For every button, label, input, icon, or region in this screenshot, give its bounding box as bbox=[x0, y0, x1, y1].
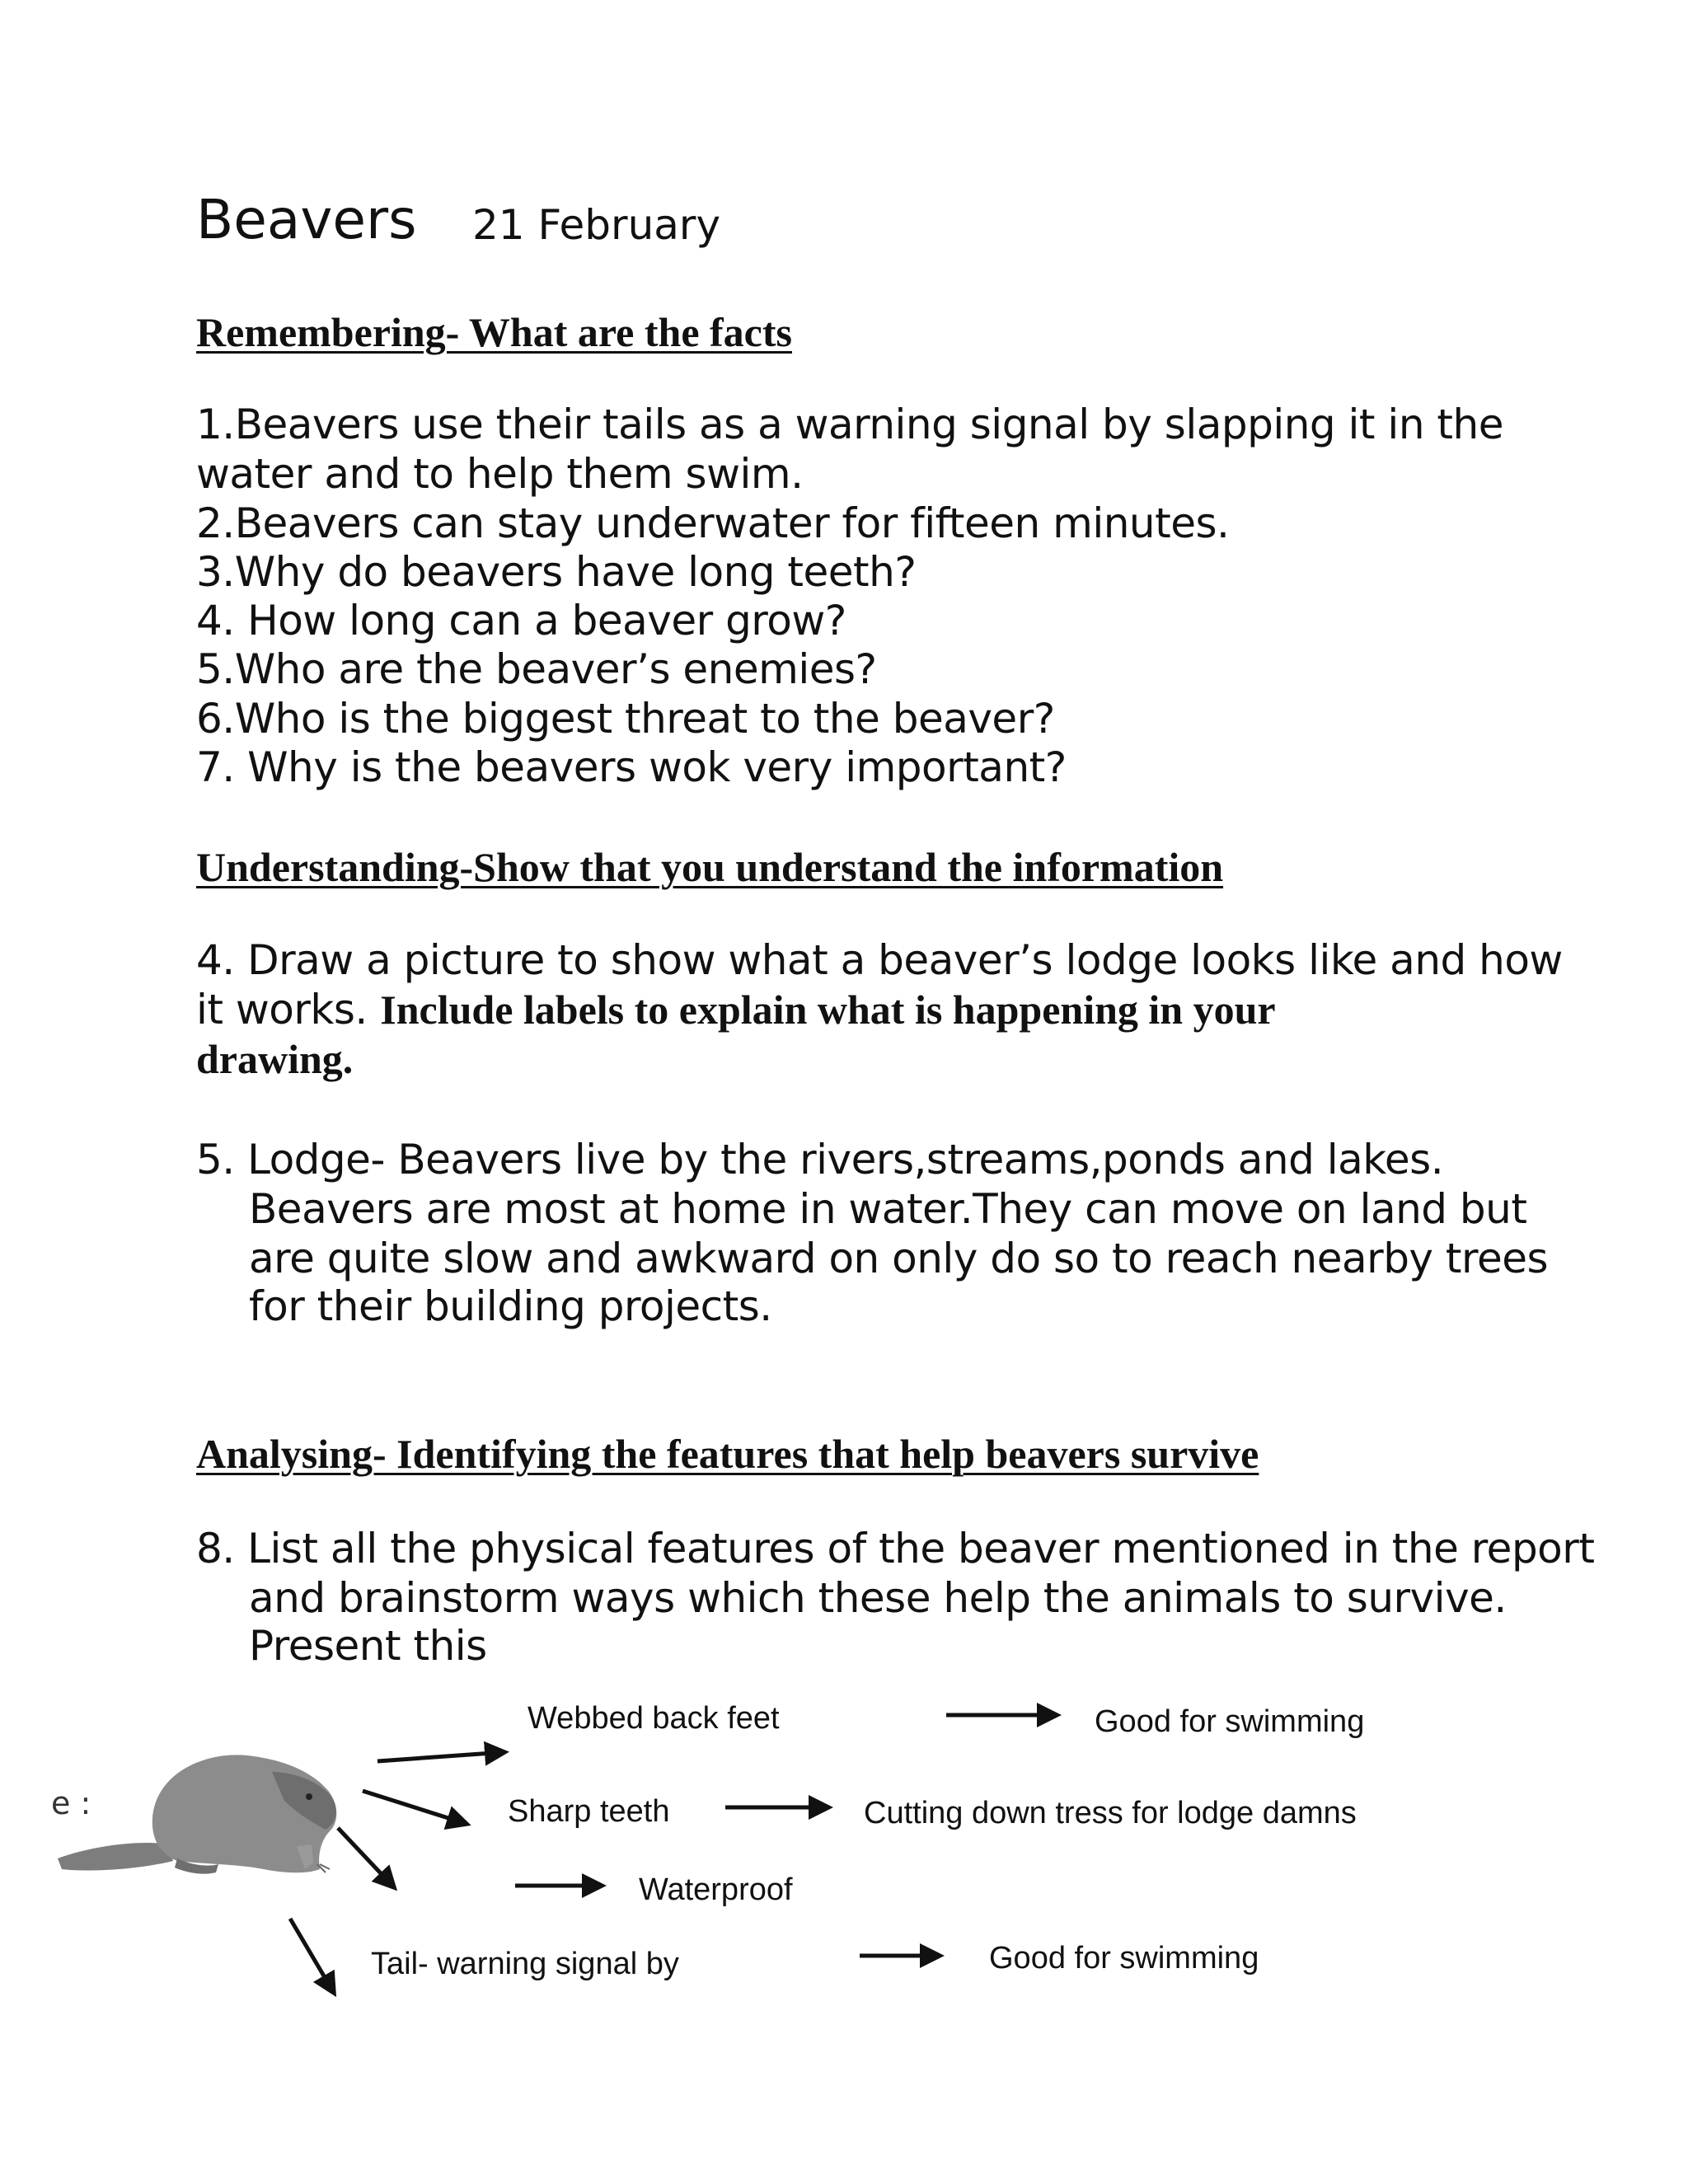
q4-plain-text: it works. bbox=[196, 986, 381, 1033]
feature-label: Tail- warning signal by bbox=[371, 1947, 679, 1981]
question-line: 3.Why do beavers have long teeth? bbox=[196, 548, 917, 596]
feature-label: Waterproof bbox=[639, 1872, 793, 1907]
q4-bold-text: Include labels to explain what is happening in your bbox=[380, 987, 1276, 1033]
q5-line: 5. Lodge- Beavers live by the rivers,streams,ponds and lakes. bbox=[196, 1136, 1444, 1183]
question-line: 4. How long can a beaver grow? bbox=[196, 597, 846, 644]
fact-line: 1.Beavers use their tails as a warning signal by slapping it in the bbox=[196, 401, 1503, 448]
question-line: 5.Who are the beaver’s enemies? bbox=[196, 645, 877, 693]
arrow-icon bbox=[377, 1752, 504, 1761]
benefit-label: Cutting down tress for lodge damns bbox=[864, 1796, 1357, 1830]
q8-line: 8. List all the physical features of the beaver mentioned in the report bbox=[196, 1525, 1595, 1572]
understanding-heading: Understanding-Show that you understand the information bbox=[196, 844, 1224, 890]
page-title: Beavers bbox=[196, 188, 417, 251]
feature-label: Webbed back feet bbox=[528, 1701, 780, 1736]
beaver-image bbox=[58, 1755, 336, 1873]
q4-line: 4. Draw a picture to show what a beaver’s lodge looks like and how bbox=[196, 936, 1563, 984]
question-line: 6.Who is the biggest threat to the beaver? bbox=[196, 695, 1055, 743]
fact-line: water and to help them swim. bbox=[196, 450, 804, 498]
page-date: 21 February bbox=[472, 201, 721, 249]
fact-line: 2.Beavers can stay underwater for fifteen minutes. bbox=[196, 499, 1230, 547]
benefit-label: Good for swimming bbox=[989, 1941, 1259, 1975]
remembering-heading: Remembering- What are the facts bbox=[196, 309, 792, 355]
q8-line: Present this bbox=[249, 1622, 487, 1670]
analysing-heading: Analysing- Identifying the features that help beavers survive bbox=[196, 1431, 1259, 1477]
q4-bold-line: drawing. bbox=[196, 1036, 354, 1082]
benefit-label: Good for swimming bbox=[1095, 1704, 1365, 1739]
cropped-edge-label: e : bbox=[51, 1785, 91, 1821]
q5-line: Beavers are most at home in water.They can move on land but bbox=[249, 1185, 1527, 1233]
q8-line: and brainstorm ways which these help the animals to survive. bbox=[249, 1574, 1507, 1622]
q5-line: are quite slow and awkward on only do so to reach nearby trees bbox=[249, 1235, 1549, 1282]
arrow-icon bbox=[290, 1919, 334, 1993]
question-line: 7. Why is the beavers wok very important? bbox=[196, 743, 1067, 791]
q5-line: for their building projects. bbox=[249, 1282, 772, 1330]
arrow-icon bbox=[338, 1828, 394, 1887]
arrow-icon bbox=[363, 1791, 467, 1824]
feature-label: Sharp teeth bbox=[508, 1794, 670, 1829]
